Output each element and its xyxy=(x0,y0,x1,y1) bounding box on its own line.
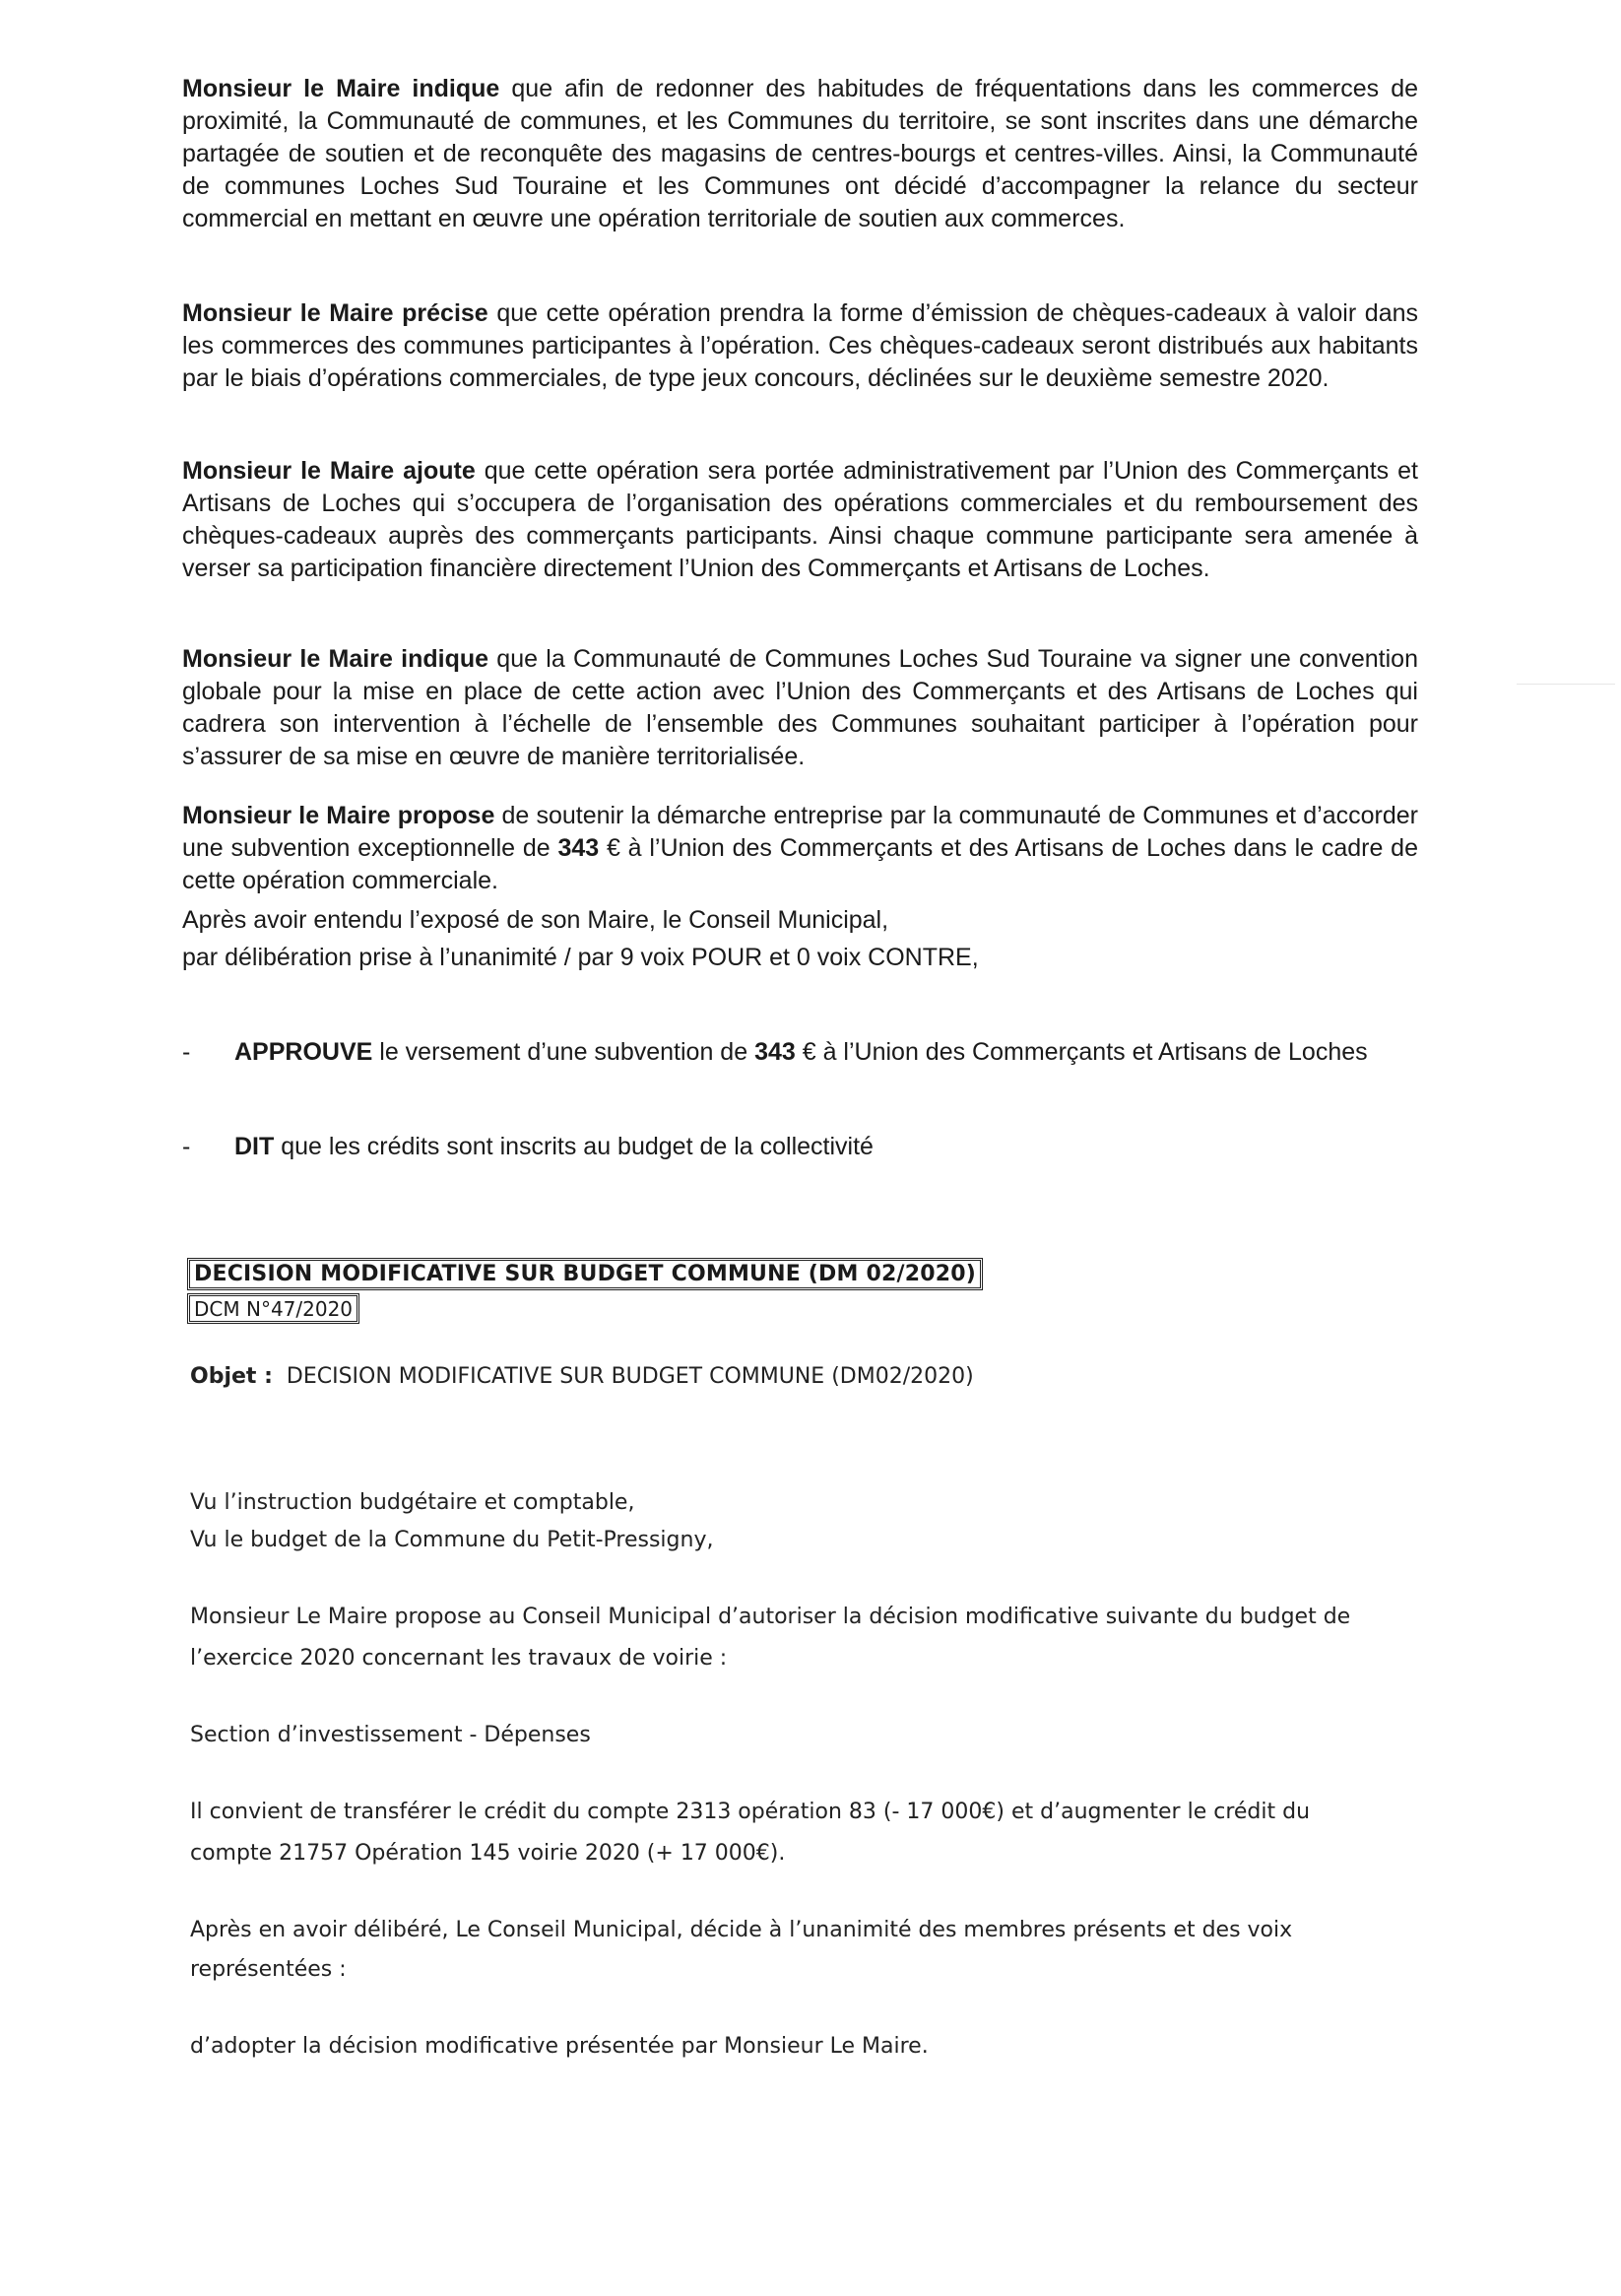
proposal-line-2: l’exercice 2020 concernant les travaux de voirie : xyxy=(190,1646,728,1671)
decision-verb: APPROUVE xyxy=(234,1038,373,1066)
deliberation-line-1: Après en avoir délibéré, Le Conseil Municipal, décide à l’unanimité des membres présents et des voix xyxy=(190,1918,1293,1942)
decision-body: que les crédits sont inscrits au budget de la collectivité xyxy=(274,1133,874,1160)
paragraph-maire-indique-1 xyxy=(182,73,1418,235)
paragraph-body: que afin de redonner des habitudes de fréquentations dans les commerces de proximité, la Communauté de communes, et les Communes du territoire, se sont inscrites dans une démarche partagée de soutien et de reconquête des magasins de centres-bourgs et centres-villes. Ainsi, la Communauté de communes Loches Sud Touraine et les Communes ont décidé d’accompagner la relance du secteur commercial en mettant en œuvre une opération territoriale de soutien aux commerces. xyxy=(182,75,1419,232)
dcm-number-box: DCM N°47/2020 xyxy=(187,1293,359,1324)
vote-line: par délibération prise à l’unanimité / par 9 voix POUR et 0 voix CONTRE, xyxy=(182,944,979,971)
dm-heading-box: DECISION MODIFICATIVE SUR BUDGET COMMUNE (DM 02/2020) xyxy=(187,1258,983,1290)
decision-body: € à l’Union des Commerçants et Artisans de Loches xyxy=(795,1038,1368,1066)
decision-text xyxy=(234,1131,1416,1163)
proposal-line-1: Monsieur Le Maire propose au Conseil Municipal d’autoriser la décision modificative suivante du budget de xyxy=(190,1605,1351,1629)
paragraph-maire-propose xyxy=(182,800,1418,897)
paragraph-lead: Monsieur le Maire indique xyxy=(182,645,489,673)
vu-instruction: Vu l’instruction budgétaire et comptable, xyxy=(190,1490,635,1515)
decision-dit xyxy=(182,1131,1418,1165)
paragraph-lead: Monsieur le Maire propose xyxy=(182,802,495,829)
objet-text: DECISION MODIFICATIVE SUR BUDGET COMMUNE (DM02/2020) xyxy=(286,1364,974,1389)
section-title: Section d’investissement - Dépenses xyxy=(190,1723,591,1747)
paragraph-body: € à l’Union des Commerçants et des Artisans de Loches dans le cadre de cette opération commerciale. xyxy=(182,834,1418,894)
transfer-line-1: Il convient de transférer le crédit du compte 2313 opération 83 (- 17 000€) et d’augmenter le crédit du xyxy=(190,1800,1311,1824)
paragraph-lead: Monsieur le Maire précise xyxy=(182,299,488,327)
scan-artifact-line xyxy=(1517,684,1615,685)
decision-body: le versement d’une subvention de xyxy=(372,1038,755,1066)
deliberation-line-2: représentées : xyxy=(190,1957,347,1982)
transfer-line-2: compte 21757 Opération 145 voirie 2020 (+ 17 000€). xyxy=(190,1841,786,1866)
list-dash: - xyxy=(182,1038,191,1066)
vu-budget: Vu le budget de la Commune du Petit-Pressigny, xyxy=(190,1528,714,1552)
paragraph-body: que cette opération prendra la forme d’émission de chèques-cadeaux à valoir dans les commerces des communes participantes à l’opération. Ces chèques-cadeaux seront distribués aux habitants par le biais d’opérations commerciales, de type jeux concours, déclinées sur le deuxième semestre 2020. xyxy=(182,299,1419,392)
decision-verb: DIT xyxy=(234,1133,275,1160)
paragraph-body: de soutenir la démarche entreprise par la communauté de Communes et d’accorder une subvention exceptionnelle de xyxy=(182,802,1418,862)
subvention-amount: 343 xyxy=(557,834,600,862)
decision-approuve xyxy=(182,1036,1418,1105)
paragraph-maire-ajoute xyxy=(182,455,1418,585)
paragraph-body: que la Communauté de Communes Loches Sud Touraine va signer une convention globale pour la mise en place de cette action avec l’Union des Commerçants et des Artisans de Loches qui cadrera son intervention à l’échelle de l’ensemble des Communes souhaitant participer à l’opération pour s’assurer de sa mise en œuvre de manière territorialisée. xyxy=(182,645,1418,770)
paragraph-lead: Monsieur le Maire ajoute xyxy=(182,457,476,485)
list-dash: - xyxy=(182,1133,191,1160)
paragraph-maire-indique-2 xyxy=(182,643,1418,773)
objet-line xyxy=(190,1357,974,1397)
adoption-line: d’adopter la décision modificative présentée par Monsieur Le Maire. xyxy=(190,2034,929,2059)
paragraph-lead: Monsieur le Maire indique xyxy=(182,75,500,102)
paragraph-maire-precise xyxy=(182,297,1418,395)
objet-label: Objet : xyxy=(190,1364,273,1389)
paragraph-body: que cette opération sera portée administrativement par l’Union des Commerçants et Artisans de Loches qui s’occupera de l’organisation des opérations commerciales et du remboursement des chèques-cadeaux auprès des commerçants participants. Ainsi chaque commune participante sera amenée à verser sa participation financière directement l’Union des Commerçants et Artisans de Loches. xyxy=(182,457,1418,582)
subvention-amount: 343 xyxy=(754,1038,796,1066)
after-hearing-line: Après avoir entendu l’exposé de son Maire, le Conseil Municipal, xyxy=(182,906,889,934)
decision-text xyxy=(234,1036,1416,1069)
